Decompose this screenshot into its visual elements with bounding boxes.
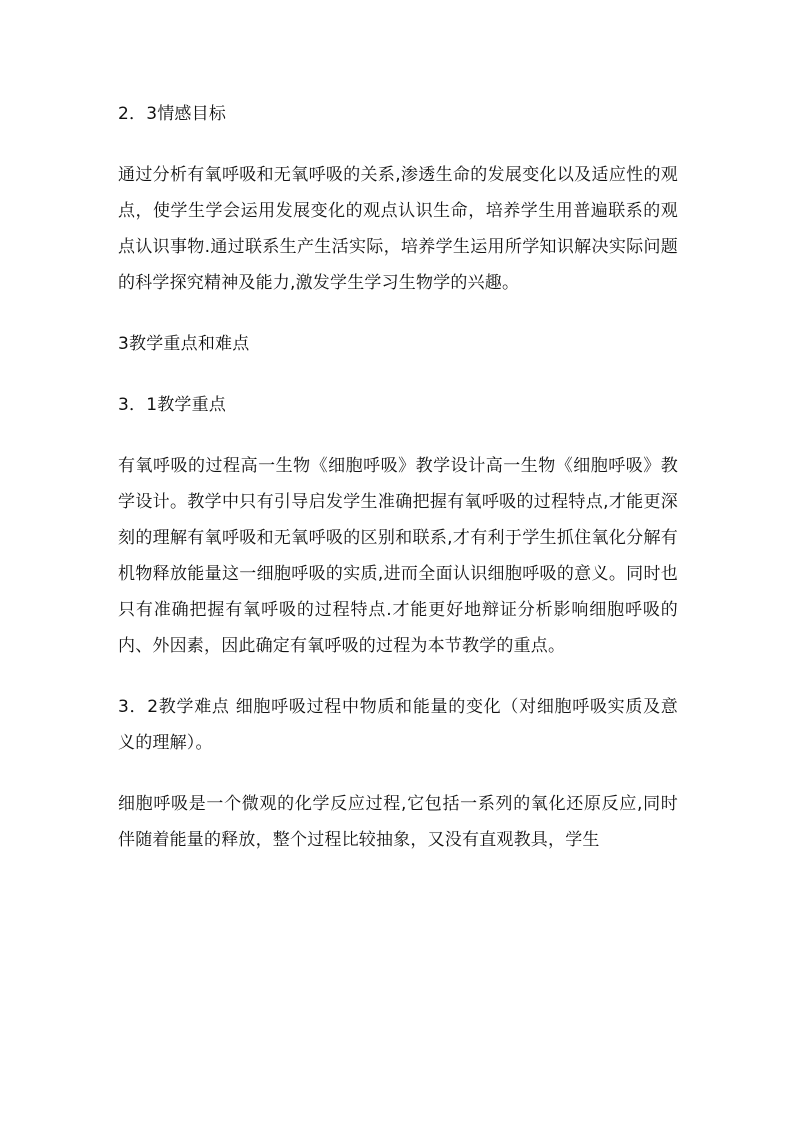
paragraph-cell-respiration: 细胞呼吸是一个微观的化学反应过程,它包括一系列的氧化还原反应,同时伴随着能量的释放，整个过程比较抽象，又没有直观教具，学生 [118, 794, 678, 850]
paragraph-teaching-difficulty: 3．2教学难点 细胞呼吸过程中物质和能量的变化（对细胞呼吸实质及意义的理解）。 [118, 697, 678, 753]
section-heading-3-1: 3．1教学重点 [118, 395, 227, 415]
paragraph-emotional-goals: 通过分析有氧呼吸和无氧呼吸的关系,渗透生命的发展变化以及适应性的观点，使学生学会运用发展变化的观点认识生命，培养学生用普遍联系的观点认识事物.通过联系生产生活实际，培养学生运用所学知识解决实际问题的科学探究精神及能力,激发学生学习生物学的兴趣。 [118, 165, 678, 293]
paragraph-teaching-focus: 有氧呼吸的过程高一生物《细胞呼吸》教学设计高一生物《细胞呼吸》教学设计。教学中只有引导启发学生准确把握有氧呼吸的过程特点,才能更深刻的理解有氧呼吸和无氧呼吸的区别和联系,才有利于学生抓住氧化分解有机物释放能量这一细胞呼吸的实质,进而全面认识细胞呼吸的意义。同时也只有准确把握有氧呼吸的过程特点.才能更好地辩证分析影响细胞呼吸的内、外因素，因此确定有氧呼吸的过程为本节教学的重点。 [118, 456, 678, 656]
document-body [118, 96, 678, 858]
section-heading-3: 3教学重点和难点 [118, 334, 250, 354]
section-heading-2-3: 2．3情感目标 [118, 104, 227, 124]
